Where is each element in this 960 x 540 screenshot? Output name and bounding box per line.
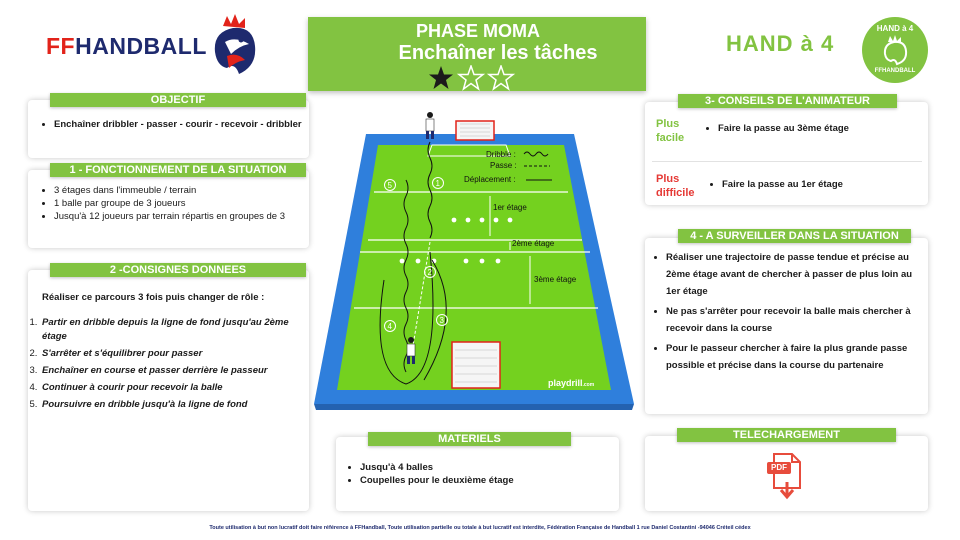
etage-3-label: 3ème étage [534, 275, 577, 284]
logo-handball: HANDBALL [75, 33, 207, 59]
number-label: 5 [387, 181, 392, 190]
list-item: 5. Poursuivre en dribble jusqu'à la ligne de fond [40, 398, 304, 412]
list-item: • Faire la passe au 1er étage [722, 178, 922, 191]
list-item: • Pour le passeur chercher à faire la plus grande passe possible et précise dans la course du partenaire [666, 340, 920, 374]
brand-title: HAND à 4 [726, 31, 835, 56]
conseils-label: 3- CONSEILS DE L'ANIMATEUR [678, 94, 897, 108]
materiels-list [346, 461, 610, 487]
number-label: 3 [439, 316, 444, 325]
fonctionnement-list [40, 184, 305, 223]
easy-list [704, 122, 922, 135]
consignes-intro: Réaliser ce parcours 3 fois puis changer de rôle : [42, 292, 265, 303]
watermark-suffix: .com [582, 382, 595, 388]
goal-top-icon [456, 121, 494, 140]
star-filled-icon [429, 66, 453, 89]
surveiller-list [652, 249, 920, 374]
number-label: 4 [387, 322, 392, 331]
list-item: • Faire la passe au 3ème étage [718, 122, 922, 135]
objectif-list [40, 118, 302, 131]
objectif-label: OBJECTIF [50, 93, 306, 107]
field-border-shade [314, 404, 634, 410]
easy-label: Plus facile [656, 118, 685, 144]
number-label: 2 [427, 268, 432, 277]
legend-passe: Passe : [490, 161, 517, 170]
list-item: 1. Partir en dribble depuis la ligne de fond jusqu'au 2ème étage [40, 316, 304, 344]
legend-dribble: Dribble : [486, 150, 516, 159]
etage-2-label: 2ème étage [512, 239, 555, 248]
goal-bottom-icon [452, 342, 500, 388]
page-title: PHASE MOMA [415, 21, 540, 41]
list-item: • 1 balle par groupe de 3 joueurs [54, 197, 305, 210]
badge-top-text: HAND à 4 [876, 24, 914, 33]
list-item: • Jusqu'à 4 balles [360, 461, 610, 474]
rooster-badge-icon [880, 34, 910, 66]
etage-1-label: 1er étage [493, 203, 527, 212]
hard-list [708, 178, 922, 191]
list-item: • Réaliser une trajectoire de passe tendue et précise au 2ème étage avant de chercher à passer de plus loin au 1er étage [666, 249, 920, 300]
list-item: • 3 étages dans l'immeuble / terrain [54, 184, 305, 197]
hard-label: Plus difficile [656, 173, 695, 199]
consignes-steps [40, 316, 304, 415]
field-diagram [314, 112, 638, 414]
star-empty-icon [459, 66, 483, 89]
pdf-file-icon [766, 452, 806, 502]
star-empty-icon [489, 66, 513, 89]
number-label: 1 [435, 179, 440, 188]
pdf-icon-text: PDF [771, 463, 787, 472]
logo-ff: FF [46, 33, 76, 59]
telechargement-label: TELECHARGEMENT [677, 428, 896, 442]
badge-bottom-text: FFHANDBALL [874, 68, 916, 74]
materiels-label: MATERIELS [368, 432, 571, 446]
legend-deplacement: Déplacement : [464, 175, 516, 184]
fonctionnement-label: 1 - FONCTIONNEMENT DE LA SITUATION [50, 163, 306, 177]
rooster-icon [205, 12, 265, 80]
list-item: • Enchaîner dribbler - passer - courir - recevoir - dribbler [54, 118, 302, 131]
page-subtitle: Enchaîner les tâches [398, 42, 598, 64]
consignes-label: 2 -CONSIGNES DONNEES [50, 263, 306, 277]
list-item: • Coupelles pour le deuxième étage [360, 474, 610, 487]
surveiller-label: 4 - A SURVEILLER DANS LA SITUATION [678, 229, 911, 243]
difficulty-stars [428, 65, 528, 91]
ffhandball-logo [46, 33, 207, 63]
hand-a-4-badge [862, 17, 928, 83]
list-item: 4. Continuer à courir pour recevoir la balle [40, 381, 304, 395]
watermark-main: playdrill [548, 378, 583, 388]
list-item: • Ne pas s'arrêter pour recevoir la balle mais chercher à recevoir dans la course [666, 303, 920, 337]
pdf-download-button[interactable] [766, 452, 806, 502]
list-item: 3. Enchaîner en course et passer derrière le passeur [40, 364, 304, 378]
list-item: • Jusqu'à 12 joueurs par terrain répartis en groupes de 3 [54, 210, 305, 223]
divider [652, 161, 922, 162]
footer-text: Toute utilisation à but non lucratif doit faire référence à FFHandball, Toute utilisation partielle ou totale à but lucratif est interdite, Fédération Française de Handball 1 rue Daniel Costantini -94046 Créteil cédex [209, 525, 751, 531]
list-item: 2. S'arrêter et s'équilibrer pour passer [40, 347, 304, 361]
